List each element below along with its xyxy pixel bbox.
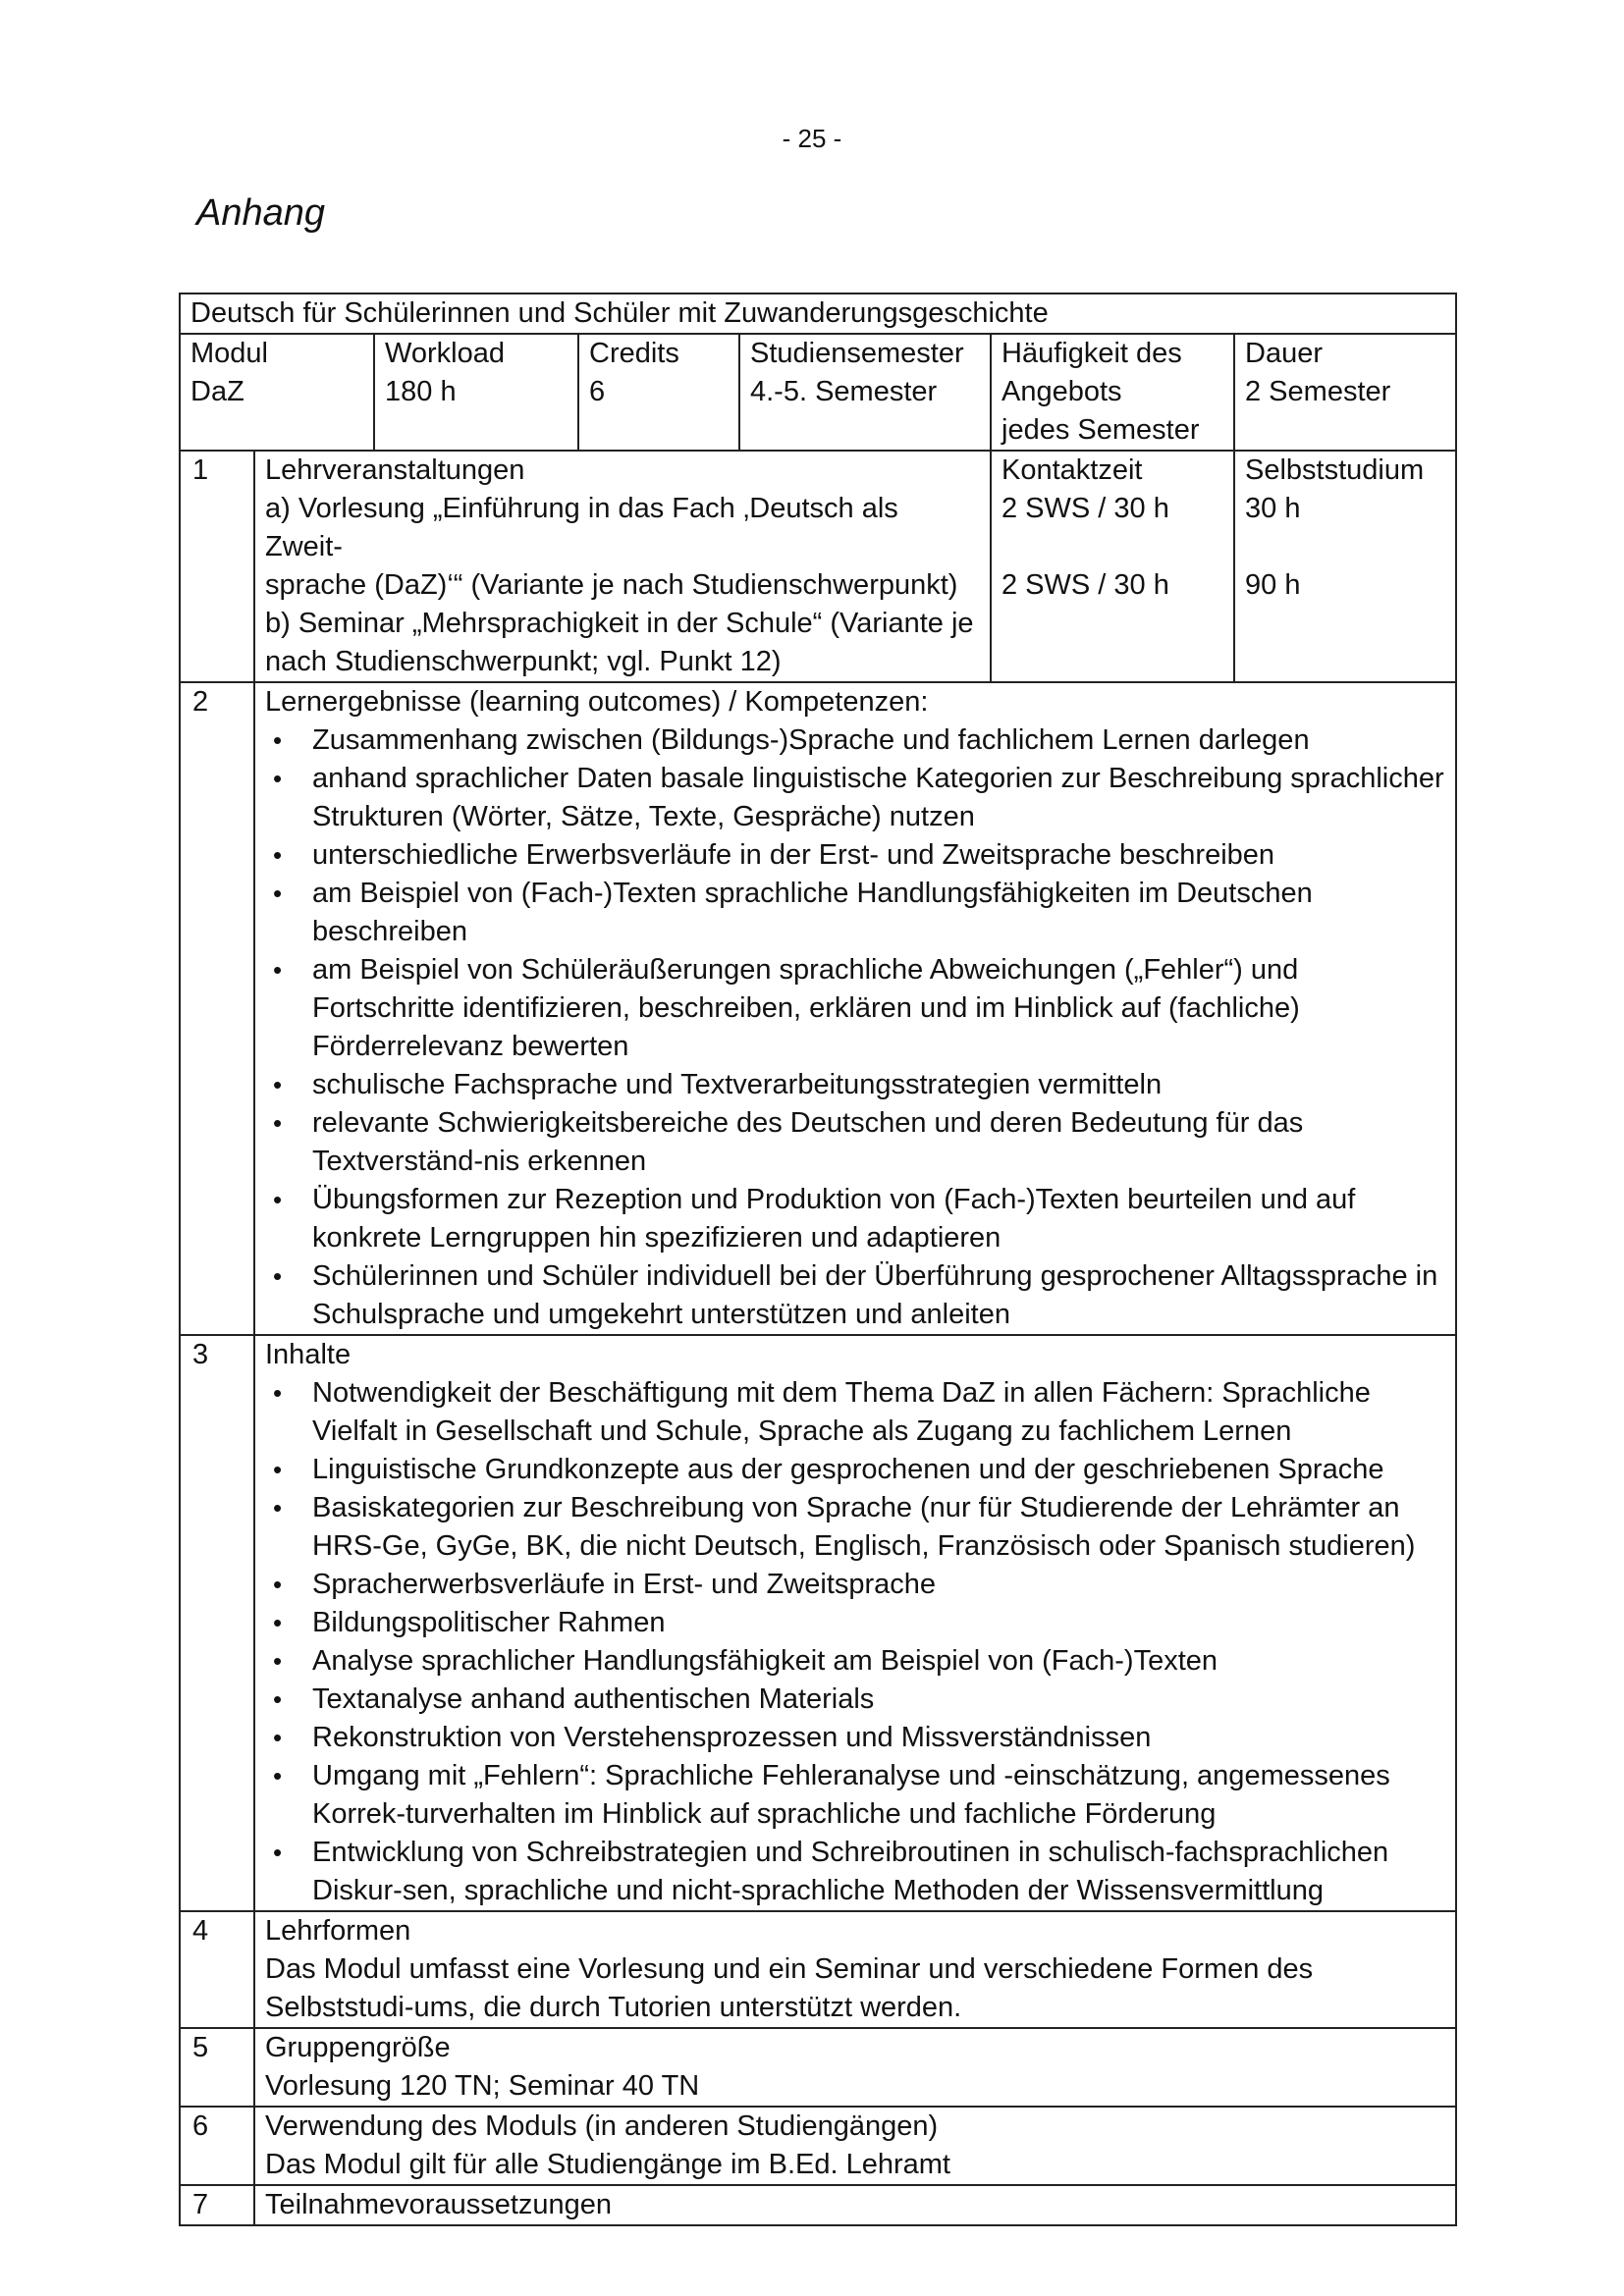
self-study-a: 30 h — [1245, 493, 1301, 524]
course-a-line1: a) Vorlesung „Einführung in das Fach ‚Deutsch als Zweit- — [265, 493, 898, 562]
semester-value: 4.-5. Semester — [750, 376, 938, 407]
list-item: • am Beispiel von (Fach-)Texten sprachliche Handlungsfähigkeiten im Deutschen beschreiben — [312, 875, 1445, 951]
list-item: • Bildungspolitischer Rahmen — [312, 1604, 1445, 1642]
list-item: • Schülerinnen und Schüler individuell bei der Überführung gesprochener Alltagssprache in Schulsprache und umgekehrt unterstützen und anleiten — [312, 1257, 1445, 1334]
teaching-forms-cell — [254, 1911, 1456, 2028]
contact-label: Kontaktzeit — [1001, 454, 1143, 486]
section-row-6 — [180, 2107, 1456, 2185]
list-item: • Rekonstruktion von Verstehensprozessen und Missverständnissen — [312, 1719, 1445, 1757]
list-item: • Zusammenhang zwischen (Bildungs-)Sprache und fachlichem Lernen darlegen — [312, 721, 1445, 760]
section-number: 2 — [180, 682, 254, 1335]
self-study-b: 90 h — [1245, 569, 1301, 601]
section-title: Gruppengröße — [265, 2032, 451, 2063]
list-item: • Analyse sprachlicher Handlungsfähigkeit am Beispiel von (Fach-)Texten — [312, 1642, 1445, 1681]
workload-value: 180 h — [385, 376, 457, 407]
credits-value: 6 — [589, 376, 606, 407]
list-item: • relevante Schwierigkeitsbereiche des Deutschen und deren Bedeutung für das Textverständ-nis erkennen — [312, 1104, 1445, 1181]
frequency-value: jedes Semester — [1001, 414, 1200, 446]
section-number: 3 — [180, 1335, 254, 1911]
contact-a: 2 SWS / 30 h — [1001, 493, 1169, 524]
contents-cell — [254, 1335, 1456, 1911]
course-a-line2: sprache (DaZ)‘“ (Variante je nach Studienschwerpunkt) — [265, 569, 958, 601]
section-row-1 — [180, 451, 1456, 682]
section-row-2 — [180, 682, 1456, 1335]
section-number: 5 — [180, 2028, 254, 2107]
duration-cell — [1234, 334, 1456, 451]
list-item: • unterschiedliche Erwerbsverläufe in der Erst- und Zweitsprache beschreiben — [312, 836, 1445, 875]
list-item: • Spracherwerbsverläufe in Erst- und Zweitsprache — [312, 1566, 1445, 1604]
section-row-5 — [180, 2028, 1456, 2107]
learning-outcomes-cell — [254, 682, 1456, 1335]
semester-label: Studiensemester — [750, 338, 964, 369]
module-table — [179, 293, 1457, 2226]
course-b-line2: nach Studienschwerpunkt; vgl. Punkt 12) — [265, 646, 782, 677]
semester-cell — [739, 334, 991, 451]
section-text: Das Modul umfasst eine Vorlesung und ein Seminar und verschiedene Formen des Selbststudi-ums, die durch Tutorien unterstützt werden. — [265, 1953, 1314, 2023]
self-study-cell — [1234, 451, 1456, 682]
list-item: • am Beispiel von Schüleräußerungen sprachliche Abweichungen („Fehler“) und Fortschritte identifizieren, beschreiben, erklären und im Hinblick auf (fachliche) Förderrelevanz bewerten — [312, 951, 1445, 1066]
page-title: Anhang — [196, 192, 326, 234]
duration-label: Dauer — [1245, 338, 1323, 369]
module-title: Deutsch für Schülerinnen und Schüler mit Zuwanderungsgeschichte — [180, 294, 1456, 334]
workload-label: Workload — [385, 338, 505, 369]
list-item: • Notwendigkeit der Beschäftigung mit dem Thema DaZ in allen Fächern: Sprachliche Vielfalt in Gesellschaft und Schule, Sprache als Zugang zu fachlichem Lernen — [312, 1374, 1445, 1451]
section-title: Verwendung des Moduls (in anderen Studiengängen) — [265, 2110, 939, 2142]
section-title: Lehrformen — [265, 1915, 411, 1947]
section-row-7 — [180, 2185, 1456, 2225]
contact-time-cell — [991, 451, 1234, 682]
modul-label: Modul — [190, 338, 268, 369]
modul-value: DaZ — [190, 376, 244, 407]
credits-label: Credits — [589, 338, 679, 369]
list-item: • anhand sprachlicher Daten basale linguistische Kategorien zur Beschreibung sprachlicher Strukturen (Wörter, Sätze, Texte, Gespräche) nutzen — [312, 760, 1445, 836]
group-size-cell — [254, 2028, 1456, 2107]
module-header-row — [180, 334, 1456, 451]
module-usage-cell — [254, 2107, 1456, 2185]
list-item: • Umgang mit „Fehlern“: Sprachliche Fehleranalyse und -einschätzung, angemessenes Korrek-turverhalten im Hinblick auf sprachliche und fachliche Förderung — [312, 1757, 1445, 1834]
section-row-4 — [180, 1911, 1456, 2028]
section-number: 6 — [180, 2107, 254, 2185]
list-item: • Textanalyse anhand authentischen Materials — [312, 1681, 1445, 1719]
list-item: • Linguistische Grundkonzepte aus der gesprochenen und der geschriebenen Sprache — [312, 1451, 1445, 1489]
section-row-3 — [180, 1335, 1456, 1911]
duration-value: 2 Semester — [1245, 376, 1391, 407]
section-title: Lernergebnisse (learning outcomes) / Kompetenzen: — [265, 686, 929, 718]
section-number: 1 — [180, 451, 254, 682]
list-item: • Basiskategorien zur Beschreibung von Sprache (nur für Studierende der Lehrämter an HRS-Ge, GyGe, BK, die nicht Deutsch, Englisch, Französisch oder Spanisch studieren) — [312, 1489, 1445, 1566]
credits-cell — [578, 334, 739, 451]
self-study-label: Selbststudium — [1245, 454, 1425, 486]
section-number: 4 — [180, 1911, 254, 2028]
prerequisites-cell — [254, 2185, 1456, 2225]
modul-cell — [180, 334, 374, 451]
workload-cell — [374, 334, 578, 451]
frequency-cell — [991, 334, 1234, 451]
learning-outcomes-list — [265, 721, 1445, 1334]
section-text: Das Modul gilt für alle Studiengänge im B.Ed. Lehramt — [265, 2149, 950, 2180]
contact-b: 2 SWS / 30 h — [1001, 569, 1169, 601]
list-item: • Entwicklung von Schreibstrategien und Schreibroutinen in schulisch-fachsprachlichen Diskur-sen, sprachliche und nicht-sprachliche Methoden der Wissensvermittlung — [312, 1834, 1445, 1910]
section-text: Vorlesung 120 TN; Seminar 40 TN — [265, 2070, 700, 2102]
section-title: Teilnahmevoraussetzungen — [265, 2189, 613, 2220]
list-item: • Übungsformen zur Rezeption und Produktion von (Fach-)Texten beurteilen und auf konkrete Lerngruppen hin spezifizieren und adaptieren — [312, 1181, 1445, 1257]
contents-list — [265, 1374, 1445, 1910]
page-number: - 25 - — [782, 124, 842, 153]
section-number: 7 — [180, 2185, 254, 2225]
frequency-label: Häufigkeit des Angebots — [1001, 338, 1182, 407]
list-item: • schulische Fachsprache und Textverarbeitungsstrategien vermitteln — [312, 1066, 1445, 1104]
section-title: Lehrveranstaltungen — [265, 454, 525, 486]
module-title-row — [180, 294, 1456, 334]
section-title: Inhalte — [265, 1339, 352, 1370]
courses-cell — [254, 451, 991, 682]
course-b-line1: b) Seminar „Mehrsprachigkeit in der Schule“ (Variante je — [265, 608, 974, 639]
